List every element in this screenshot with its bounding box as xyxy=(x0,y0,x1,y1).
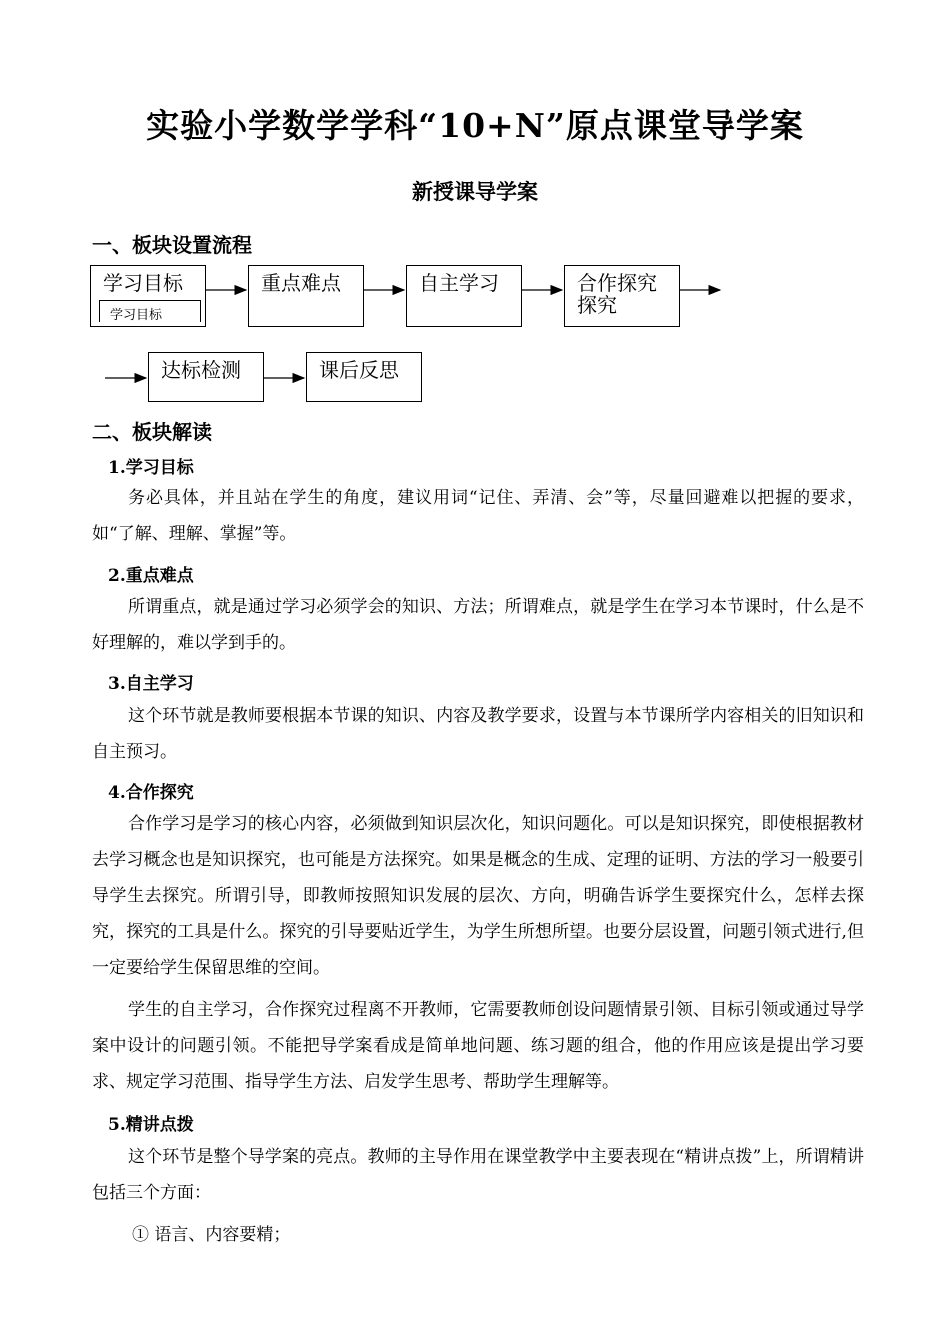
page-subtitle: 新授课导学案 xyxy=(412,179,538,204)
paragraph-2: 所谓重点，就是通过学习必须学会的知识、方法；所谓难点，就是学生在学习本节课时，什么是不好理解的，难以学到手的。 xyxy=(92,597,864,653)
flow-arrows xyxy=(0,0,950,420)
flow-box-self-study xyxy=(406,265,522,327)
flow-box-reflection xyxy=(306,352,422,402)
flow-box-label-2: 探究 xyxy=(577,293,617,317)
flow-box-label: 自主学习 xyxy=(419,271,499,295)
paragraph-4a: 合作学习是学习的核心内容，必须做到知识层次化，知识问题化。可以是知识探究，即使根据教材去学习概念也是知识探究，也可能是方法探究。如果是概念的生成、定理的证明、方法的学习一般要引导学生去探究。所谓引导，即教师按照知识发展的层次、方向，明确告诉学生要探究什么，怎样去探究，探究的工具是什么。探究的引导要贴近学生，为学生所想所望。也要分层设置，问题引领式进行,但一定要给学生保留思维的空间。 xyxy=(92,814,864,978)
list-item: ① 语言、内容要精； xyxy=(132,1225,291,1245)
paragraph-5: 这个环节是整个导学案的亮点。教师的主导作用在课堂教学中主要表现在“精讲点拨”上，所谓精讲包括三个方面： xyxy=(92,1147,864,1203)
flow-box-learning-goals xyxy=(90,265,206,327)
paragraph-4b: 学生的自主学习，合作探究过程离不开教师，它需要教师创设问题情景引领、目标引领或通过导学案中设计的问题引领。不能把导学案看成是简单地问题、练习题的组合，他的作用应该是提出学习要求、规定学习范围、指导学生方法、启发学生思考、帮助学生理解等。 xyxy=(92,1000,864,1092)
paragraph-3: 这个环节就是教师要根据本节课的知识、内容及教学要求，设置与本节课所学内容相关的旧知识和自主预习。 xyxy=(92,706,864,762)
section-heading-interpretation: 二、板块解读 xyxy=(92,420,212,444)
page-title: 实验小学数学学科“10+N”原点课堂导学案 xyxy=(146,106,804,145)
subsection-heading-2: 2.重点难点 xyxy=(108,566,194,586)
flow-box-label: 重点难点 xyxy=(261,271,341,295)
section-heading-flow: 一、板块设置流程 xyxy=(92,233,252,257)
flow-box-inner: 学习目标 xyxy=(99,300,201,322)
flow-box-label: 达标检测 xyxy=(161,358,241,382)
flow-box-label: 合作探究 xyxy=(577,271,657,295)
paragraph-1: 务必具体，并且站在学生的角度，建议用词“记住、弄清、会”等，尽量回避难以把握的要求，如“了解、理解、掌握”等。 xyxy=(92,488,864,544)
flow-box-label: 学习目标 xyxy=(103,271,183,295)
subsection-heading-5: 5.精讲点拨 xyxy=(108,1115,194,1135)
flow-box-key-points xyxy=(248,265,364,327)
subsection-heading-3: 3.自主学习 xyxy=(108,674,194,694)
flow-box-assessment xyxy=(148,352,264,402)
subsection-heading-4: 4.合作探究 xyxy=(108,783,194,803)
flow-box-label: 课后反思 xyxy=(319,358,399,382)
flow-box-cooperative-inquiry xyxy=(564,265,680,327)
subsection-heading-1: 1.学习目标 xyxy=(108,458,194,478)
